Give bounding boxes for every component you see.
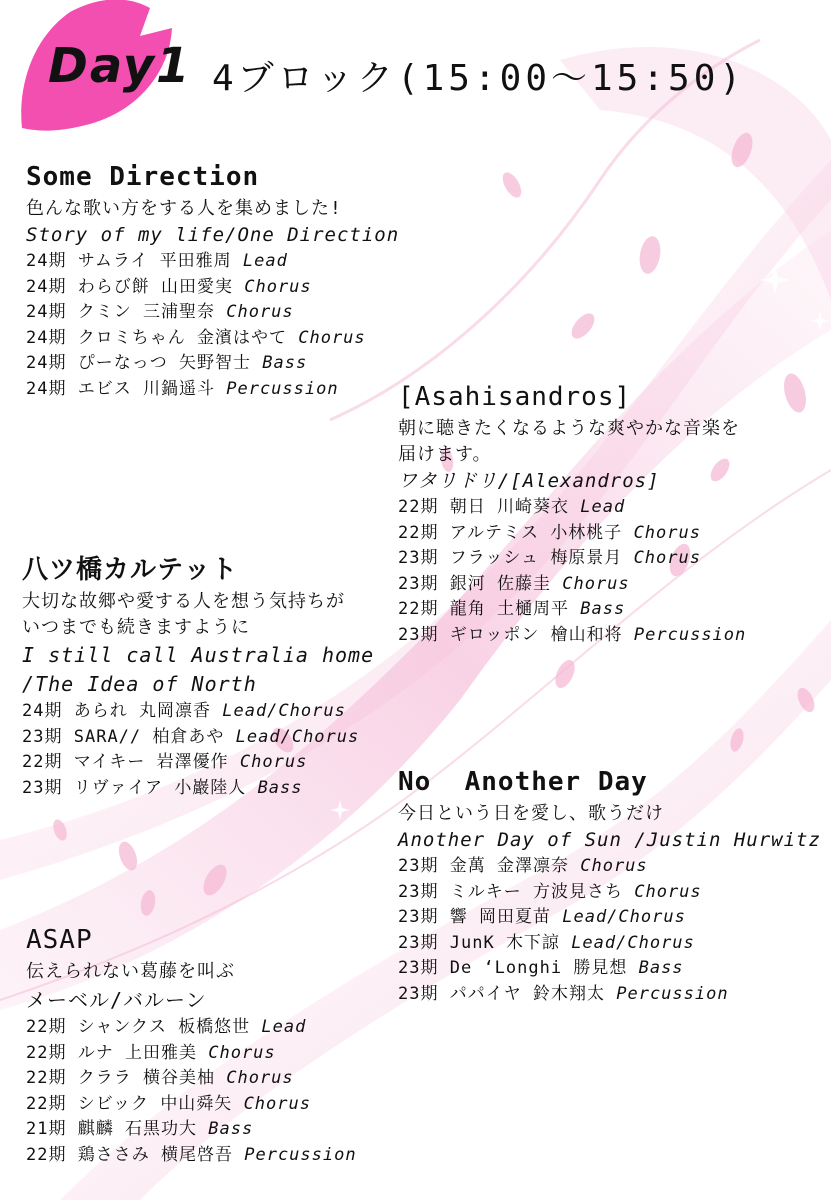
member-role: Chorus: [633, 548, 701, 569]
member-generation: 23期: [22, 777, 63, 798]
member-generation: 22期: [398, 522, 439, 543]
song-title: Story of my life/One Direction: [26, 224, 400, 246]
member-generation: 24期: [26, 378, 67, 399]
member-nickname: パパイヤ: [449, 983, 522, 1004]
member-generation: 24期: [22, 701, 63, 721]
song-title: I still call Australia home: [22, 643, 375, 667]
member-role: Chorus: [633, 522, 701, 543]
member-row: [398, 572, 746, 598]
member-row: [26, 326, 399, 352]
member-name: 矢野智士: [178, 353, 251, 374]
member-row: [398, 931, 821, 957]
member-nickname: サムライ: [77, 251, 149, 271]
member-generation: 23期: [398, 573, 439, 594]
member-row: [398, 956, 821, 982]
song-title: Another Day of Sun /Justin Hurwitz: [398, 829, 821, 851]
day-title: Day1: [48, 38, 192, 94]
member-role: Percussion: [633, 624, 747, 645]
member-row: [26, 1041, 357, 1067]
member-name: 檜山和将: [550, 624, 623, 645]
band-description: 届けます。: [398, 444, 492, 465]
member-row: [398, 495, 746, 521]
member-nickname: クララ: [77, 1068, 132, 1089]
member-generation: 21期: [26, 1119, 67, 1140]
member-generation: 23期: [398, 624, 439, 645]
member-role: Lead: [242, 251, 288, 271]
member-name: 金澤凛奈: [496, 856, 569, 876]
member-nickname: リヴァイア: [73, 777, 164, 798]
member-role: Lead: [261, 1017, 307, 1037]
member-role: Lead/Chorus: [562, 907, 686, 928]
member-name: 梅原景月: [550, 548, 623, 569]
member-name: 勝見想: [573, 958, 628, 979]
member-row: [26, 1143, 357, 1169]
member-generation: 22期: [26, 1068, 67, 1089]
member-role: Chorus: [226, 1068, 294, 1089]
member-row: [26, 1117, 357, 1143]
band-asap: [26, 923, 357, 1169]
member-role: Chorus: [226, 302, 294, 323]
member-row: [26, 377, 399, 403]
member-role: Chorus: [298, 327, 366, 348]
member-role: Bass: [257, 777, 303, 798]
band-yatsuhashi-quartet: [22, 553, 374, 801]
band-no-another-day: [398, 765, 821, 1008]
member-name: 木下諒: [505, 932, 560, 953]
member-generation: 23期: [398, 932, 439, 953]
band-description: 大切な故郷や愛する人を想う気持ちが: [22, 591, 345, 612]
band-name: Some Direction: [26, 162, 260, 192]
block-time: 4ブロック(15:00〜15:50): [212, 58, 746, 99]
member-role: Percussion: [244, 1144, 357, 1165]
band-description: 朝に聴きたくなるような爽やかな音楽を: [398, 418, 740, 439]
member-nickname: クロミちゃん: [77, 327, 186, 348]
member-nickname: 麒麟: [77, 1119, 114, 1140]
member-nickname: 響: [449, 907, 468, 928]
member-row: [398, 982, 821, 1008]
member-nickname: 龍角: [449, 599, 486, 620]
member-name: 川鍋遥斗: [142, 378, 215, 399]
member-nickname: 朝日: [449, 497, 486, 517]
member-name: 三浦聖奈: [142, 302, 215, 323]
member-row: [398, 597, 746, 623]
member-name: 岩澤優作: [156, 752, 229, 773]
member-row: [398, 521, 746, 547]
member-role: Percussion: [616, 983, 729, 1004]
member-name: 小巖陸人: [174, 777, 247, 798]
member-nickname: 金萬: [449, 856, 486, 876]
member-name: 小林桃子: [550, 522, 623, 543]
member-row: [22, 750, 374, 776]
member-generation: 22期: [398, 497, 439, 517]
member-nickname: ぴーなっつ: [77, 353, 168, 374]
member-generation: 22期: [398, 599, 439, 620]
member-role: Bass: [638, 958, 684, 979]
page-header: [0, 0, 831, 140]
member-name: 柏倉あや: [152, 726, 225, 747]
member-generation: 24期: [26, 276, 67, 297]
band-asahisandros: [398, 380, 746, 649]
band-description: 今日という日を愛し、歌うだけ: [398, 803, 664, 824]
member-row: [22, 725, 374, 751]
member-name: 金濱はやて: [196, 327, 287, 348]
member-nickname: ミルキー: [449, 881, 522, 902]
member-generation: 23期: [398, 983, 439, 1004]
member-row: [26, 275, 399, 301]
member-list: [398, 854, 821, 1008]
member-name: 丸岡凛香: [138, 701, 211, 721]
member-nickname: クミン: [77, 302, 132, 323]
member-row: [398, 880, 821, 906]
member-generation: 24期: [26, 251, 67, 271]
member-list: [22, 699, 374, 801]
member-role: Lead/Chorus: [571, 932, 695, 953]
member-generation: 24期: [26, 327, 67, 348]
member-nickname: De ‘Longhi: [449, 958, 563, 979]
member-nickname: 鶏ささみ: [77, 1144, 150, 1165]
member-row: [398, 546, 746, 572]
member-generation: 22期: [26, 1093, 67, 1114]
member-generation: 22期: [26, 1144, 67, 1165]
member-nickname: ギロッポン: [449, 624, 540, 645]
song-artist: /The Idea of North: [22, 672, 257, 696]
member-generation: 23期: [398, 907, 439, 928]
member-name: 平田雅周: [159, 251, 232, 271]
member-list: [26, 249, 399, 403]
member-role: Lead: [580, 497, 626, 517]
member-row: [22, 776, 374, 802]
band-name: ASAP: [26, 925, 93, 955]
member-name: 上田雅美: [124, 1042, 197, 1063]
member-role: Chorus: [208, 1042, 276, 1063]
member-name: 石黒功大: [124, 1119, 197, 1140]
member-list: [26, 1015, 357, 1169]
member-nickname: わらび餅: [77, 276, 150, 297]
member-name: 土樋周平: [496, 599, 569, 620]
member-role: Lead/Chorus: [222, 701, 346, 721]
member-row: [398, 905, 821, 931]
member-row: [26, 300, 399, 326]
member-name: 横尾啓吾: [160, 1144, 233, 1165]
member-generation: 22期: [26, 1042, 67, 1063]
band-description: いつまでも続きますように: [22, 617, 250, 638]
member-name: 鈴木翔太: [532, 983, 605, 1004]
member-nickname: あられ: [73, 701, 128, 721]
member-list: [398, 495, 746, 649]
band-description: 伝えられない葛藤を叫ぶ: [26, 961, 235, 982]
band-name: 八ツ橋カルテット: [22, 555, 239, 585]
member-generation: 22期: [26, 1017, 67, 1037]
member-role: Bass: [208, 1119, 254, 1140]
member-nickname: マイキー: [73, 752, 146, 773]
member-name: 中山舜矢: [160, 1093, 233, 1114]
member-nickname: シャンクス: [77, 1017, 167, 1037]
band-name: [Asahisandros]: [398, 382, 632, 412]
member-row: [26, 351, 399, 377]
member-role: Bass: [262, 353, 308, 374]
member-nickname: アルテミス: [449, 522, 540, 543]
band-description: 色んな歌い方をする人を集めました!: [26, 198, 342, 219]
member-nickname: SARA//: [73, 726, 142, 747]
band-name: No Another Day: [398, 767, 648, 797]
member-generation: 24期: [26, 302, 67, 323]
member-role: Bass: [580, 599, 626, 620]
member-nickname: ルナ: [77, 1042, 114, 1063]
member-name: 横谷美柚: [142, 1068, 215, 1089]
member-nickname: シビック: [77, 1093, 150, 1114]
member-name: 岡田夏苗: [478, 907, 551, 928]
member-nickname: 銀河: [449, 573, 486, 594]
member-row: [26, 1066, 357, 1092]
member-generation: 23期: [398, 958, 439, 979]
song-title: ワタリドリ/[Alexandros]: [398, 470, 660, 492]
member-role: Chorus: [634, 881, 702, 902]
member-role: Chorus: [562, 573, 630, 594]
member-name: 山田愛実: [160, 276, 233, 297]
member-role: Percussion: [226, 378, 339, 399]
member-generation: 23期: [398, 548, 439, 569]
member-role: Chorus: [244, 276, 312, 297]
member-row: [26, 249, 399, 275]
member-role: Chorus: [580, 856, 648, 876]
member-generation: 23期: [398, 881, 439, 902]
member-row: [22, 699, 374, 725]
member-nickname: エビス: [77, 378, 132, 399]
member-role: Lead/Chorus: [235, 726, 360, 747]
member-generation: 22期: [22, 752, 63, 773]
member-name: 板橋悠世: [178, 1017, 251, 1037]
member-nickname: フラッシュ: [449, 548, 540, 569]
band-some-direction: [26, 160, 399, 403]
member-name: 佐藤圭: [496, 573, 551, 594]
song-title: メーベル/バルーン: [26, 988, 207, 1012]
member-generation: 24期: [26, 353, 67, 374]
member-role: Chorus: [243, 1093, 311, 1114]
member-name: 方波見さち: [532, 881, 623, 902]
member-role: Chorus: [239, 752, 308, 773]
member-name: 川崎葵衣: [496, 497, 569, 517]
member-nickname: JunK: [449, 932, 495, 953]
member-row: [398, 854, 821, 880]
member-generation: 23期: [22, 726, 63, 747]
member-row: [398, 623, 746, 649]
member-generation: 23期: [398, 856, 439, 876]
member-row: [26, 1015, 357, 1041]
member-row: [26, 1092, 357, 1118]
